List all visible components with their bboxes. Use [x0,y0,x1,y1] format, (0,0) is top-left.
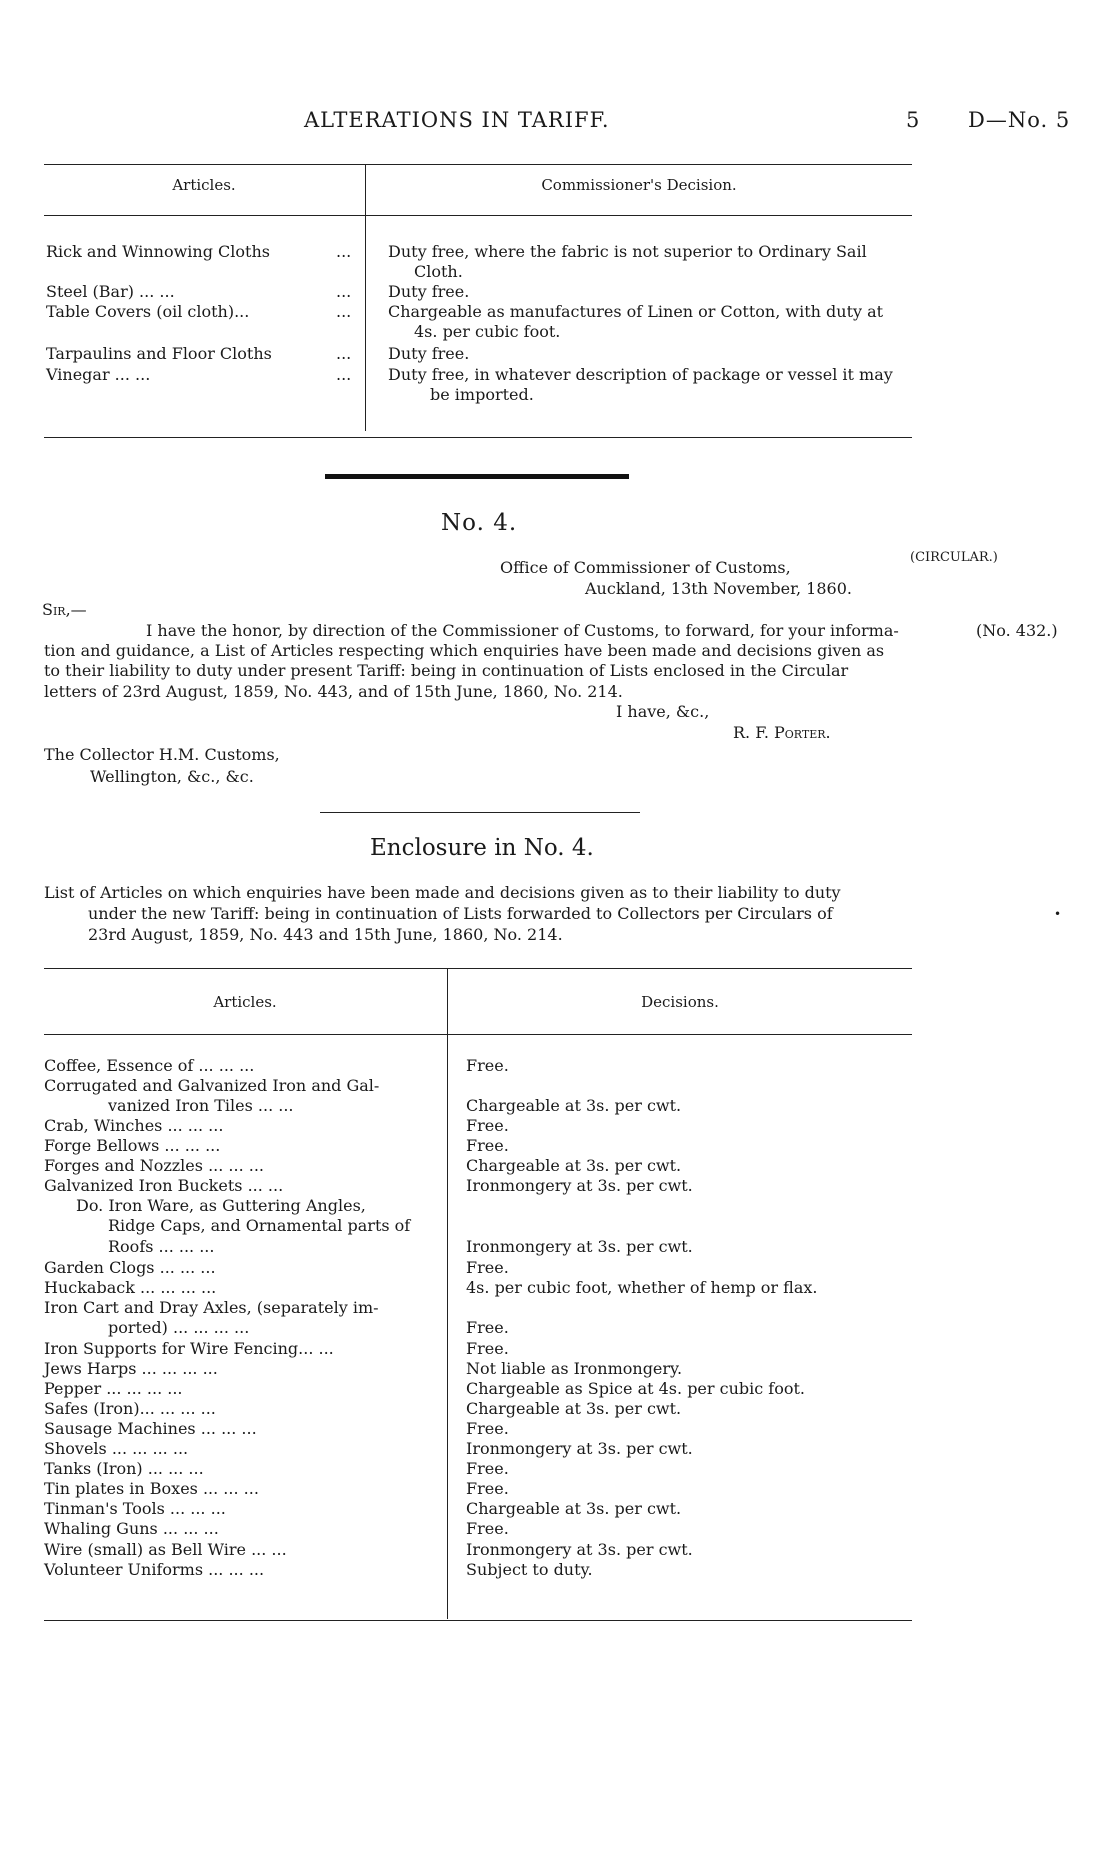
decision-text: Free. [466,1318,509,1337]
decision-text: Free. [466,1479,509,1498]
decision-text: Free. [466,1056,509,1075]
table1-column-divider [365,165,366,431]
decision-text: Not liable as Ironmongery. [466,1359,683,1378]
letter-body-line: tion and guidance, a List of Articles respecting which enquiries have been made and decisions given as [44,641,885,660]
decision-text: Duty free, where the fabric is not superior to Ordinary Sail [388,242,867,261]
leader-dots: ... [336,365,352,384]
decision-text: Free. [466,1258,509,1277]
table-row: Jews Harps ... ... ... ... [44,1359,218,1378]
signature: R. F. Porter. [733,723,831,742]
decision-text: Chargeable at 3s. per cwt. [466,1399,682,1418]
office-line-1: Office of Commissioner of Customs, [500,558,791,577]
table-row: Ridge Caps, and Ornamental parts of [108,1216,411,1235]
decision-text: Free. [466,1339,509,1358]
decision-text: Chargeable as Spice at 4s. per cubic foot. [466,1379,806,1398]
decision-text: Ironmongery at 3s. per cwt. [466,1540,693,1559]
circular-label: (CIRCULAR.) [910,550,998,565]
enclosure-intro-line: 23rd August, 1859, No. 443 and 15th June, 1860, No. 214. [88,925,563,944]
table-row: Steel (Bar) ... ... [46,282,175,301]
table-row: Volunteer Uniforms ... ... ... [44,1560,265,1579]
table-row: Coffee, Essence of ... ... ... [44,1056,255,1075]
leader-dots: ... [336,242,352,261]
table1-col-decision: Commissioner's Decision. [541,176,737,194]
table-row: Roofs ... ... ... [108,1237,215,1256]
document-reference: D—No. 5 [968,108,1071,132]
decision-text: 4s. per cubic foot. [414,322,561,341]
table-row: Iron Supports for Wire Fencing... ... [44,1339,334,1358]
decision-text: Ironmongery at 3s. per cwt. [466,1439,693,1458]
letter-body-line: letters of 23rd August, 1859, No. 443, and of 15th June, 1860, No. 214. [44,682,623,701]
table-row: Tarpaulins and Floor Cloths [46,344,272,363]
salutation: Sir,— [42,600,87,619]
decision-text: 4s. per cubic foot, whether of hemp or flax. [466,1278,818,1297]
decision-text: Chargeable at 3s. per cwt. [466,1096,682,1115]
decision-text: Duty free. [388,344,470,363]
table-row: Safes (Iron)... ... ... ... [44,1399,216,1418]
table-row: Forges and Nozzles ... ... ... [44,1156,265,1175]
table-row: Iron Cart and Dray Axles, (separately im- [44,1298,379,1317]
table-row: Huckaback ... ... ... ... [44,1278,217,1297]
table-row: Forge Bellows ... ... ... [44,1136,221,1155]
enclosure-intro-line: List of Articles on which enquiries have been made and decisions given as to their liability to duty [44,883,841,902]
reference-number: (No. 432.) [976,621,1058,640]
table2-header-rule [44,1034,912,1035]
table-row: Crab, Winches ... ... ... [44,1116,224,1135]
table1-header-rule [44,215,912,216]
table-row: Wire (small) as Bell Wire ... ... [44,1540,287,1559]
leader-dots: ... [336,282,352,301]
table-row: Sausage Machines ... ... ... [44,1419,257,1438]
table-row: Rick and Winnowing Cloths [46,242,270,261]
decision-text: Free. [466,1519,509,1538]
page-number: 5 [906,108,921,132]
page-title: ALTERATIONS IN TARIFF. [304,108,610,132]
table-row: Pepper ... ... ... ... [44,1379,183,1398]
addressee-line-1: The Collector H.M. Customs, [44,745,280,764]
enclosure-intro-line: under the new Tariff: being in continuation of Lists forwarded to Collectors per Circulars of [88,904,833,923]
decision-text: Chargeable at 3s. per cwt. [466,1499,682,1518]
decision-text: Chargeable as manufactures of Linen or Cotton, with duty at [388,302,884,321]
decision-text: Free. [466,1136,509,1155]
decision-text: Cloth. [414,262,463,281]
enclosure-title: Enclosure in No. 4. [370,835,594,861]
table-row: Tin plates in Boxes ... ... ... [44,1479,259,1498]
closing: I have, &c., [616,702,710,721]
addressee-line-2: Wellington, &c., &c. [90,767,254,786]
decision-text: Subject to duty. [466,1560,593,1579]
margin-mark: • [1054,907,1062,921]
decision-text: Free. [466,1419,509,1438]
table1-bottom-rule [44,437,912,438]
table-row: Do. Iron Ware, as Guttering Angles, [76,1196,366,1215]
decision-text: be imported. [430,385,534,404]
decision-text: Duty free, in whatever description of package or vessel it may [388,365,893,384]
table1-top-rule [44,164,912,165]
decision-text: Ironmongery at 3s. per cwt. [466,1237,693,1256]
table2-col-articles: Articles. [213,993,277,1011]
table-row: Corrugated and Galvanized Iron and Gal- [44,1076,380,1095]
table-row: vanized Iron Tiles ... ... [108,1096,294,1115]
table-row: Tinman's Tools ... ... ... [44,1499,226,1518]
letter-body-line: to their liability to duty under present Tariff: being in continuation of Lists enclosed in the Circular [44,661,849,680]
letter-body-line: I have the honor, by direction of the Commissioner of Customs, to forward, for your informa- [146,621,899,640]
section-divider [320,812,640,813]
decision-text: Chargeable at 3s. per cwt. [466,1156,682,1175]
table1-col-articles: Articles. [172,176,236,194]
table-row: ported) ... ... ... ... [108,1318,250,1337]
decision-text: Free. [466,1459,509,1478]
table2-top-rule [44,968,912,969]
table-row: Whaling Guns ... ... ... [44,1519,219,1538]
table-row: Tanks (Iron) ... ... ... [44,1459,204,1478]
decision-text: Free. [466,1116,509,1135]
table-row: Galvanized Iron Buckets ... ... [44,1176,284,1195]
leader-dots: ... [336,344,352,363]
office-line-2: Auckland, 13th November, 1860. [585,579,852,598]
table-row: Table Covers (oil cloth)... [46,302,250,321]
table2-col-decisions: Decisions. [641,993,719,1011]
table-row: Vinegar ... ... [46,365,151,384]
table-row: Shovels ... ... ... ... [44,1439,189,1458]
decision-text: Duty free. [388,282,470,301]
section-divider [325,474,629,479]
letter-number: No. 4. [441,510,518,536]
leader-dots: ... [336,302,352,321]
table2-bottom-rule [44,1620,912,1621]
table2-column-divider [447,969,448,1619]
table-row: Garden Clogs ... ... ... [44,1258,216,1277]
decision-text: Ironmongery at 3s. per cwt. [466,1176,693,1195]
